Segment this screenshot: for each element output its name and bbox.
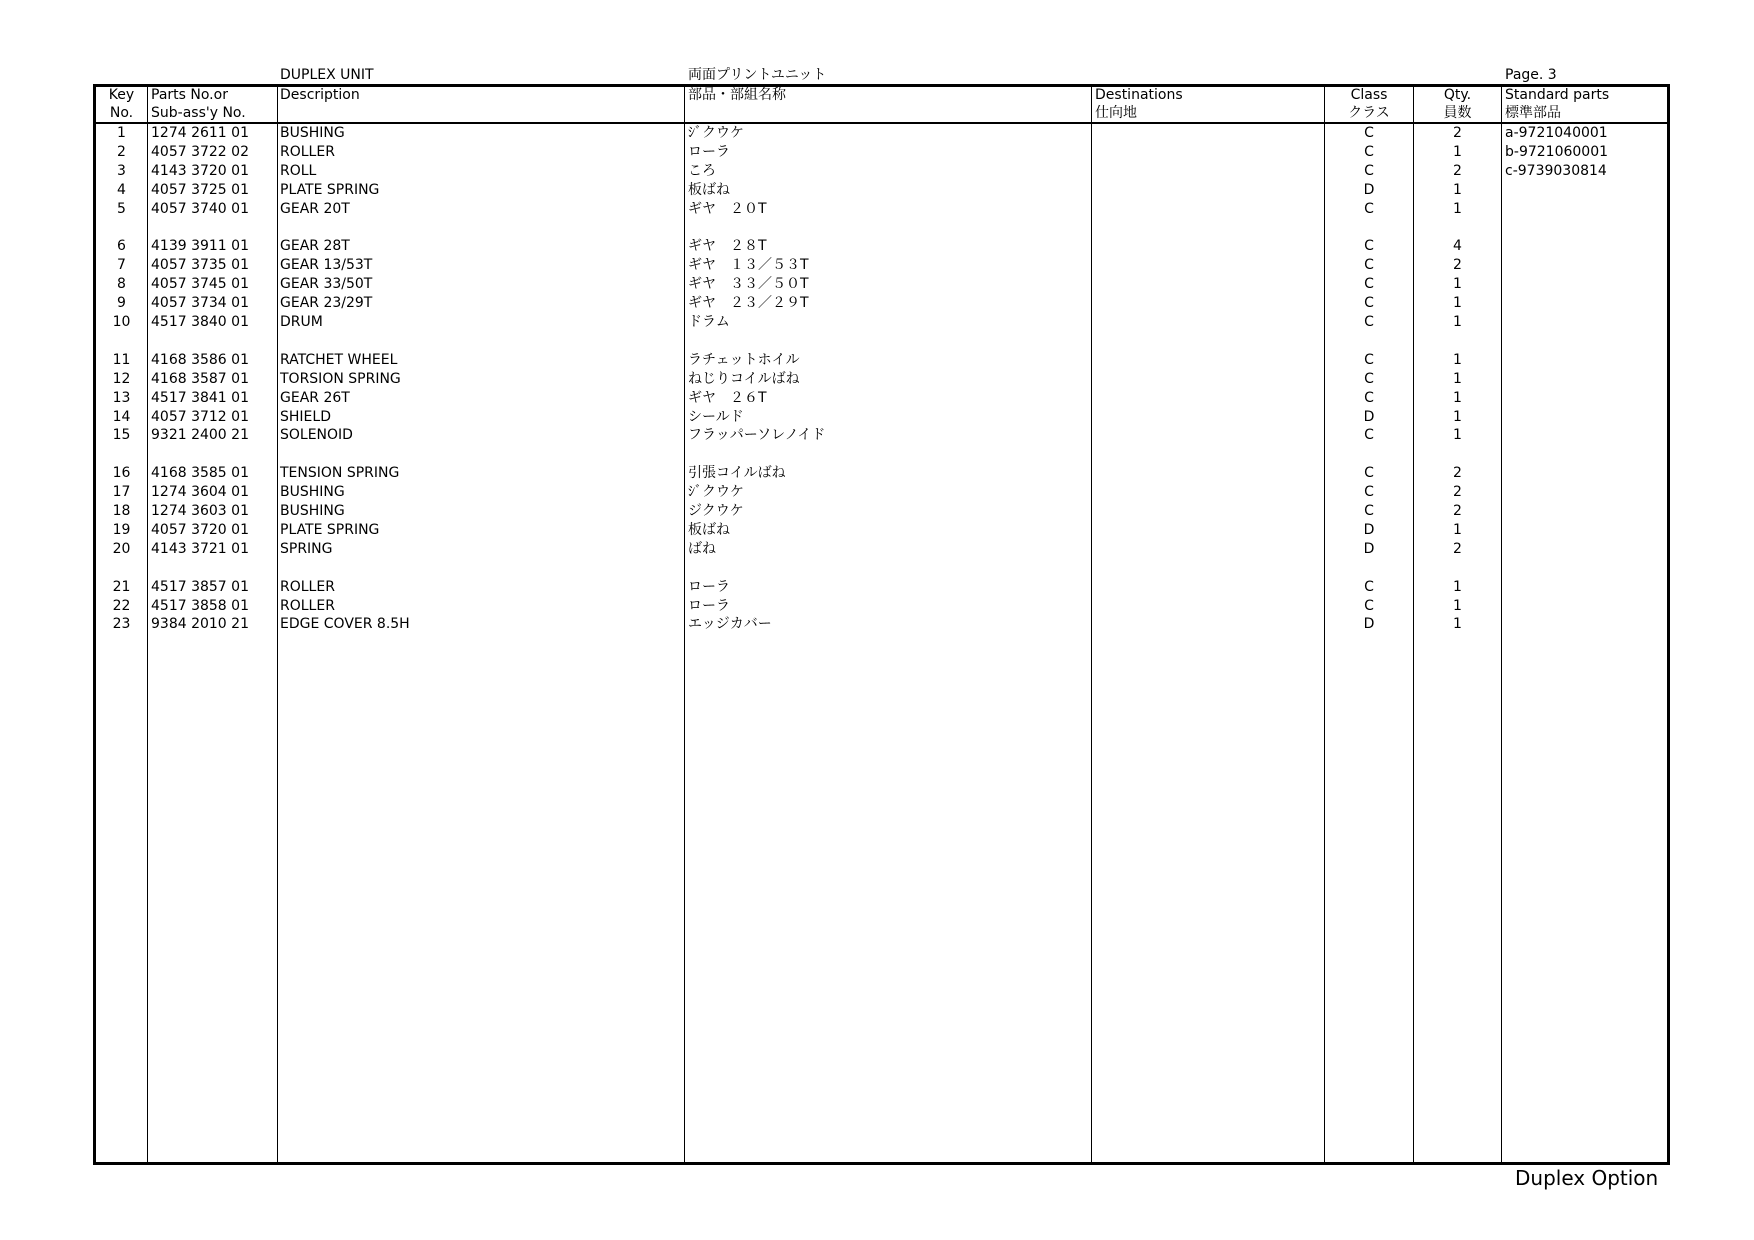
cell-description: BUSHING — [280, 503, 345, 519]
cell-description-jp: ローラ — [688, 578, 730, 595]
col-qty-heading: Qty. — [1443, 87, 1472, 103]
cell-description: RATCHET WHEEL — [280, 351, 398, 368]
cell-key-no: 20 — [112, 540, 131, 557]
cell-class: C — [1364, 465, 1374, 482]
cell-qty: 1 — [1453, 427, 1462, 444]
cell-class: C — [1364, 578, 1374, 595]
cell-key-no: 10 — [112, 314, 131, 330]
cell-part-number: 4517 3841 01 — [151, 389, 249, 406]
cell-description: SOLENOID — [280, 427, 353, 444]
cell-standard-part: c-9739030814 — [1505, 162, 1607, 179]
col-description-heading: Description — [280, 87, 360, 103]
cell-key-no: 21 — [112, 578, 131, 595]
cell-qty: 2 — [1453, 162, 1462, 179]
cell-standard-part: a-9721040001 — [1505, 125, 1608, 141]
cell-part-number: 4168 3587 01 — [151, 370, 249, 387]
cell-class: D — [1363, 616, 1375, 633]
col-key-heading-2: No. — [109, 105, 134, 121]
cell-key-no: 7 — [117, 257, 126, 274]
cell-key-no: 5 — [117, 200, 126, 217]
cell-key-no: 2 — [117, 143, 126, 160]
column-divider — [277, 84, 278, 1165]
cell-key-no: 6 — [117, 238, 126, 255]
cell-class: D — [1363, 521, 1375, 538]
cell-class: C — [1364, 351, 1374, 368]
cell-part-number: 9321 2400 21 — [151, 427, 249, 444]
cell-description: GEAR 20T — [280, 200, 350, 217]
cell-description-jp: ばね — [688, 540, 716, 557]
cell-part-number: 1274 3604 01 — [151, 484, 249, 501]
cell-qty: 2 — [1453, 125, 1462, 141]
cell-description: ROLLER — [280, 597, 335, 614]
cell-class: C — [1364, 597, 1374, 614]
col-standard-parts-heading: Standard parts — [1505, 87, 1610, 103]
cell-qty: 1 — [1453, 351, 1462, 368]
cell-part-number: 4057 3722 02 — [151, 143, 249, 160]
cell-key-no: 14 — [112, 408, 131, 425]
cell-description-jp: ローラ — [688, 597, 730, 614]
cell-description-jp: フラッパーソレノイド — [688, 427, 826, 444]
col-destinations-heading: Destinations — [1095, 87, 1183, 103]
cell-qty: 1 — [1453, 276, 1462, 293]
cell-part-number: 1274 2611 01 — [151, 125, 249, 141]
cell-key-no: 17 — [112, 484, 131, 501]
column-divider — [1501, 84, 1502, 1165]
cell-description: SHIELD — [280, 408, 331, 425]
cell-qty: 1 — [1453, 143, 1462, 160]
col-standard-parts-heading-2: 標準部品 — [1505, 105, 1561, 121]
cell-part-number: 4139 3911 01 — [151, 238, 249, 255]
cell-key-no: 13 — [112, 389, 131, 406]
cell-description: PLATE SPRING — [280, 521, 380, 538]
cell-part-number: 4057 3735 01 — [151, 257, 249, 274]
cell-description: GEAR 33/50T — [280, 276, 373, 293]
cell-qty: 1 — [1453, 370, 1462, 387]
cell-description-jp: ギヤ ２３／２９T — [688, 295, 809, 312]
cell-part-number: 4057 3720 01 — [151, 521, 249, 538]
cell-key-no: 18 — [112, 503, 131, 519]
cell-part-number: 4168 3586 01 — [151, 351, 249, 368]
cell-class: C — [1364, 427, 1374, 444]
cell-part-number: 4143 3720 01 — [151, 162, 249, 179]
cell-part-number: 4168 3585 01 — [151, 465, 249, 482]
cell-part-number: 4057 3712 01 — [151, 408, 249, 425]
cell-description-jp: 引張コイルばね — [688, 465, 786, 482]
cell-description: DRUM — [280, 314, 323, 330]
cell-description-jp: ねじりコイルばね — [688, 370, 800, 387]
cell-qty: 1 — [1453, 521, 1462, 538]
cell-description: SPRING — [280, 540, 333, 557]
footer-label: Duplex Option — [1515, 1166, 1659, 1190]
col-destinations-heading-2: 仕向地 — [1095, 105, 1137, 121]
cell-class: C — [1364, 276, 1374, 293]
page-number: Page. 3 — [1505, 67, 1557, 83]
cell-description-jp: ギヤ １３／５３T — [688, 257, 809, 274]
cell-class: D — [1363, 408, 1375, 425]
cell-class: C — [1364, 238, 1374, 255]
cell-description: GEAR 28T — [280, 238, 350, 255]
cell-description-jp: ギヤ ２６T — [688, 389, 767, 406]
column-divider — [1091, 84, 1092, 1165]
cell-key-no: 3 — [117, 162, 126, 179]
cell-key-no: 12 — [112, 370, 131, 387]
cell-class: C — [1364, 295, 1374, 312]
cell-description: TORSION SPRING — [280, 370, 401, 387]
cell-qty: 2 — [1453, 257, 1462, 274]
col-description-jp-heading: 部品・部組名称 — [688, 87, 786, 103]
cell-description: ROLL — [280, 162, 317, 179]
cell-qty: 2 — [1453, 540, 1462, 557]
cell-key-no: 1 — [117, 125, 126, 141]
cell-class: C — [1364, 314, 1374, 330]
cell-qty: 1 — [1453, 200, 1462, 217]
cell-description-jp: エッジカバー — [688, 616, 772, 633]
cell-description-jp: ジクウケ — [688, 503, 744, 519]
cell-qty: 1 — [1453, 408, 1462, 425]
header-title-jp: 両面プリントユニット — [688, 67, 827, 83]
cell-description: BUSHING — [280, 484, 345, 501]
cell-description-jp: ｼﾞクウケ — [688, 125, 744, 141]
cell-qty: 2 — [1453, 465, 1462, 482]
cell-description: GEAR 13/53T — [280, 257, 373, 274]
cell-part-number: 4057 3745 01 — [151, 276, 249, 293]
column-divider — [147, 84, 148, 1165]
cell-description: GEAR 23/29T — [280, 295, 373, 312]
cell-description: ROLLER — [280, 143, 335, 160]
cell-description-jp: 板ばね — [688, 521, 730, 538]
cell-description: PLATE SPRING — [280, 181, 380, 198]
cell-part-number: 4143 3721 01 — [151, 540, 249, 557]
cell-part-number: 4517 3840 01 — [151, 314, 249, 330]
cell-description-jp: ギヤ ２８T — [688, 238, 767, 255]
cell-key-no: 15 — [112, 427, 131, 444]
cell-class: D — [1363, 540, 1375, 557]
cell-part-number: 4517 3857 01 — [151, 578, 249, 595]
col-class-heading: Class — [1350, 87, 1388, 103]
column-divider — [684, 84, 685, 1165]
cell-part-number: 4517 3858 01 — [151, 597, 249, 614]
cell-class: C — [1364, 503, 1374, 519]
cell-key-no: 23 — [112, 616, 131, 633]
cell-description: EDGE COVER 8.5H — [280, 616, 410, 633]
cell-part-number: 9384 2010 21 — [151, 616, 249, 633]
cell-part-number: 4057 3725 01 — [151, 181, 249, 198]
cell-description: ROLLER — [280, 578, 335, 595]
cell-key-no: 8 — [117, 276, 126, 293]
cell-class: C — [1364, 125, 1374, 141]
cell-class: D — [1363, 181, 1375, 198]
cell-qty: 2 — [1453, 484, 1462, 501]
col-key-heading: Key — [108, 87, 135, 103]
cell-class: C — [1364, 143, 1374, 160]
col-parts-heading-2: Sub-ass'y No. — [151, 105, 246, 121]
cell-description: TENSION SPRING — [280, 465, 400, 482]
cell-description-jp: ローラ — [688, 143, 730, 160]
cell-description: BUSHING — [280, 125, 345, 141]
cell-key-no: 4 — [117, 181, 126, 198]
cell-qty: 1 — [1453, 389, 1462, 406]
cell-description-jp: ドラム — [688, 314, 730, 330]
col-parts-heading: Parts No.or — [151, 87, 228, 103]
cell-class: C — [1364, 162, 1374, 179]
cell-class: C — [1364, 200, 1374, 217]
cell-qty: 2 — [1453, 503, 1462, 519]
cell-qty: 1 — [1453, 616, 1462, 633]
cell-part-number: 1274 3603 01 — [151, 503, 249, 519]
header-title-en: DUPLEX UNIT — [280, 67, 374, 83]
cell-class: C — [1364, 370, 1374, 387]
cell-description-jp: ギヤ ３３／５０T — [688, 276, 809, 293]
cell-class: C — [1364, 389, 1374, 406]
cell-key-no: 9 — [117, 295, 126, 312]
cell-part-number: 4057 3734 01 — [151, 295, 249, 312]
cell-description-jp: ころ — [688, 162, 716, 179]
cell-key-no: 16 — [112, 465, 131, 482]
cell-part-number: 4057 3740 01 — [151, 200, 249, 217]
cell-standard-part: b-9721060001 — [1505, 143, 1609, 160]
cell-description-jp: ラチェットホイル — [688, 351, 800, 368]
cell-key-no: 19 — [112, 521, 131, 538]
col-class-heading-2: クラス — [1348, 105, 1390, 121]
cell-qty: 1 — [1453, 578, 1462, 595]
cell-description-jp: ギヤ ２０T — [688, 200, 767, 217]
cell-qty: 1 — [1453, 597, 1462, 614]
cell-qty: 1 — [1453, 314, 1462, 330]
cell-qty: 1 — [1453, 181, 1462, 198]
cell-description-jp: ｼﾞクウケ — [688, 484, 744, 501]
cell-description: GEAR 26T — [280, 389, 350, 406]
cell-qty: 4 — [1453, 238, 1462, 255]
cell-description-jp: シールド — [688, 408, 744, 425]
cell-class: C — [1364, 257, 1374, 274]
cell-description-jp: 板ばね — [688, 181, 730, 198]
cell-qty: 1 — [1453, 295, 1462, 312]
cell-class: C — [1364, 484, 1374, 501]
cell-key-no: 11 — [112, 351, 131, 368]
col-qty-heading-2: 員数 — [1443, 105, 1472, 121]
cell-key-no: 22 — [112, 597, 131, 614]
